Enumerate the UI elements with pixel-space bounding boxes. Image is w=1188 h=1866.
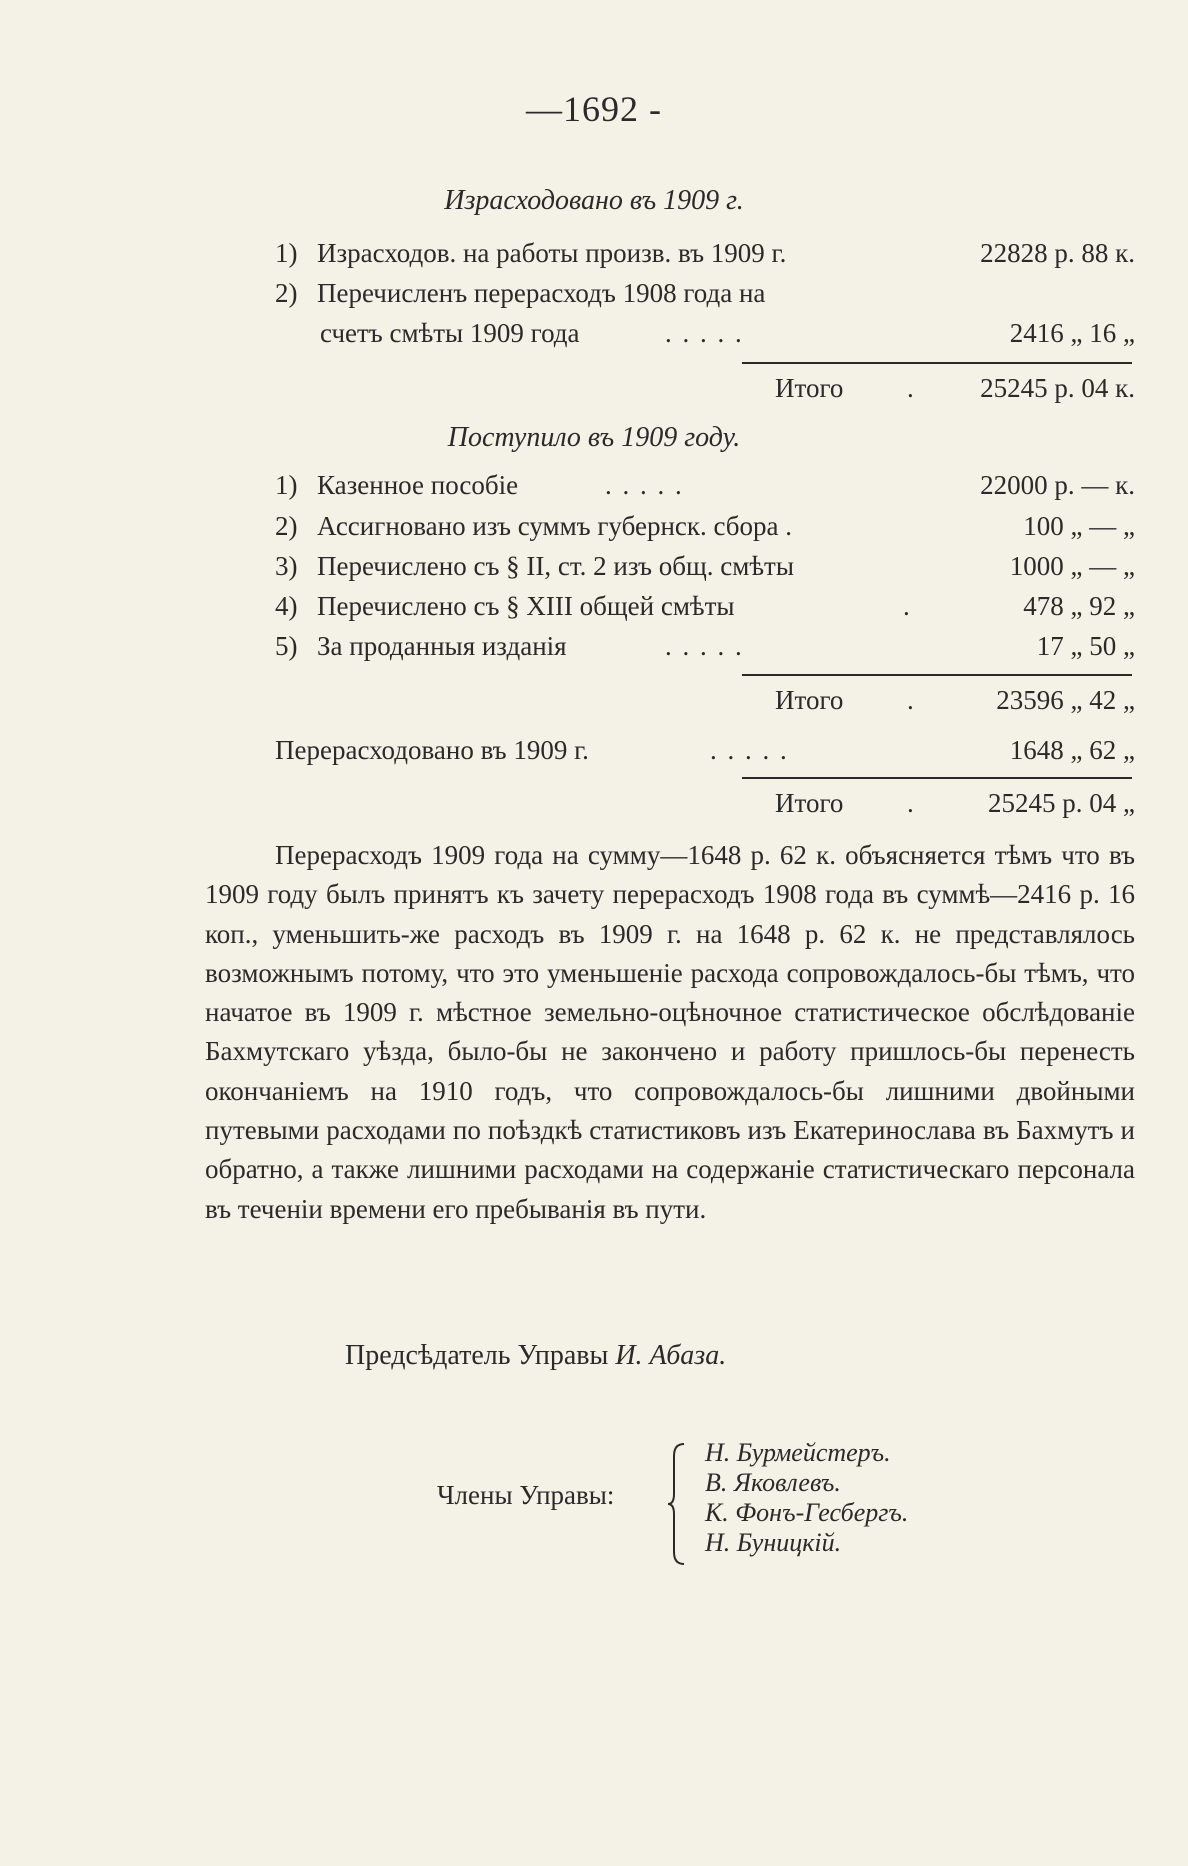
total-rule <box>742 674 1132 676</box>
row-dots: . . . . . <box>665 631 744 661</box>
row-amount: 1000 „ — „ <box>1009 551 1135 581</box>
row-text: Израсходов. на работы произв. въ 1909 г. <box>317 238 787 268</box>
row-amount: 22828 р. 88 к. <box>980 238 1135 268</box>
total-amount: 25245 р. 04 „ <box>988 788 1135 818</box>
section-heading-received: Поступило въ 1909 году. <box>447 422 741 453</box>
member-name: Н. Буницкій. <box>705 1528 842 1557</box>
total-amount: 25245 р. 04 к. <box>980 373 1135 403</box>
member-name: В. Яковлевъ. <box>705 1468 841 1497</box>
total-label: Итого <box>775 788 844 818</box>
total-amount: 23596 „ 42 „ <box>996 685 1135 715</box>
overspent-row <box>275 735 1135 775</box>
member-name: Н. Бурмейстеръ. <box>705 1438 891 1467</box>
members-label: Члены Управы: <box>437 1480 615 1510</box>
chairman-name: И. Абаза. <box>615 1340 727 1371</box>
row-dots: . . . . . <box>710 735 789 765</box>
row-amount: 22000 р. — к. <box>980 470 1135 500</box>
row-number: 2) <box>275 511 298 541</box>
paragraph-text: Перерасходъ 1909 года на сумму—1648 р. 62 к. объясняется тѣмъ что въ 1909 году былъ принятъ къ зачету перерасходъ 1908 года въ суммѣ—2416 р. 16 коп., уменьшить-же расходъ въ 1909 г. на 1648 р. 62 к. не представлялось возможнымъ потому, что это уменьшеніе расхода сопровождалось-бы тѣмъ, что начатое въ 1909 г. мѣстное земельно-оцѣночное статистическое обслѣдованіе Бахмутскаго уѣзда, было-бы не закончено и работу пришлось-бы перенесть окончаніемъ на 1910 годъ, что сопровождалось-бы лишними двойными путевыми расходами по поѣздкѣ статистиковъ изъ Екатеринослава въ Бахмутъ и обратно, а также лишними расходами на содержаніе статистическаго персонала въ теченіи времени его пребыванія въ пути. <box>205 840 1135 1224</box>
total-dot: . <box>907 373 914 403</box>
row-text: За проданныя изданія <box>317 631 567 661</box>
spent-row-2 <box>275 278 1135 318</box>
section-heading-spent: Израсходовано въ 1909 г. <box>444 185 744 216</box>
row-amount: 2416 „ 16 „ <box>1009 318 1135 348</box>
total-rule <box>742 777 1132 779</box>
row-text: счетъ смѣты 1909 года <box>320 318 580 348</box>
spent-row-1 <box>275 238 1135 278</box>
row-number: 3) <box>275 551 298 581</box>
total-rule <box>742 362 1132 364</box>
total-dot: . <box>907 788 914 818</box>
received-row-3 <box>275 551 1135 591</box>
overspent-text: Перерасходовано въ 1909 г. <box>275 735 589 765</box>
row-amount: 1648 „ 62 „ <box>1009 735 1135 765</box>
spent-total <box>275 373 1135 413</box>
received-row-1 <box>275 470 1135 510</box>
received-total <box>275 685 1135 725</box>
member-name: К. Фонъ-Гесбергъ. <box>705 1498 909 1527</box>
members-list <box>705 1438 908 1558</box>
received-row-4 <box>275 591 1135 631</box>
grand-total <box>275 788 1135 828</box>
row-text: Ассигновано изъ суммъ губернск. сбора . <box>317 511 793 541</box>
row-number: 2) <box>275 278 298 308</box>
row-number: 1) <box>275 238 298 268</box>
row-number: 5) <box>275 631 298 661</box>
chairman-label: Предсѣдатель Управы <box>345 1340 609 1371</box>
row-amount: 100 „ — „ <box>1023 511 1135 541</box>
row-dots: . . . . . <box>665 318 744 348</box>
explanation-paragraph <box>205 836 1135 1229</box>
chairman-signature <box>345 1340 726 1372</box>
received-row-5 <box>275 631 1135 671</box>
row-text: Перечислено съ § II, ст. 2 изъ общ. смѣты <box>317 551 794 581</box>
row-text: Перечислено съ § XIII общей смѣты <box>317 591 735 621</box>
row-amount: 17 „ 50 „ <box>1036 631 1135 661</box>
spent-row-3 <box>275 318 1135 358</box>
row-amount: 478 „ 92 „ <box>1023 591 1135 621</box>
total-dot: . <box>907 685 914 715</box>
row-number: 1) <box>275 470 298 500</box>
page-number: —1692 - <box>526 89 662 129</box>
received-row-2 <box>275 511 1135 551</box>
total-label: Итого <box>775 685 844 715</box>
row-text: Перечисленъ перерасходъ 1908 года на <box>317 278 766 308</box>
row-number: 4) <box>275 591 298 621</box>
row-dots: . <box>903 591 912 621</box>
row-text: Казенное пособіе <box>317 470 519 500</box>
row-dots: . . . . . <box>605 470 684 500</box>
curly-brace-icon <box>666 1442 688 1566</box>
total-label: Итого <box>775 373 844 403</box>
